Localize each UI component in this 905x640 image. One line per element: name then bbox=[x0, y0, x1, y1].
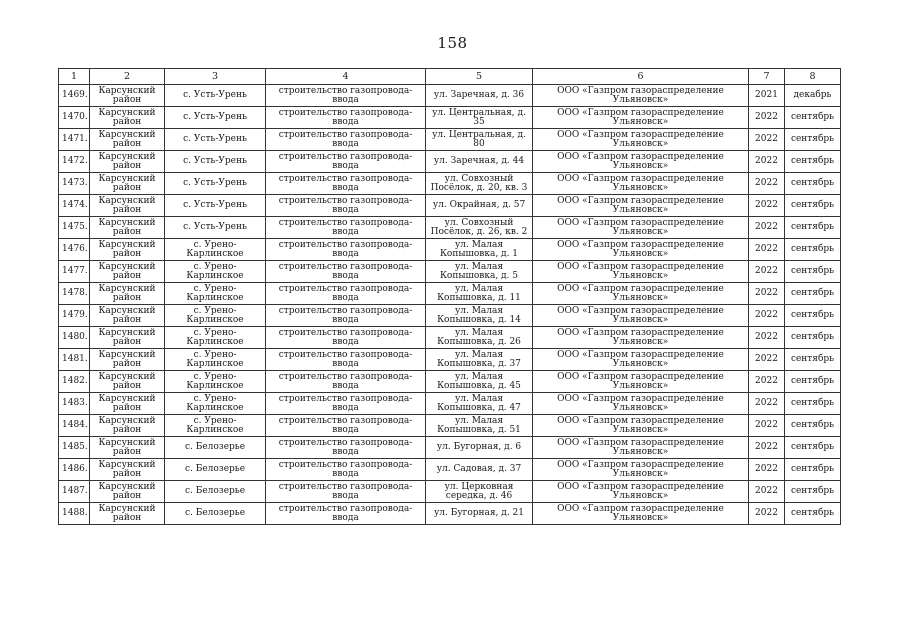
cell-contractor: ООО «Газпром газораспределение Ульяновск» bbox=[533, 195, 749, 217]
cell-work-type: строительство газопровода-ввода bbox=[266, 239, 426, 261]
cell-settlement: с. Усть-Урень bbox=[165, 85, 266, 107]
cell-month: сентябрь bbox=[785, 327, 841, 349]
cell-contractor: ООО «Газпром газораспределение Ульяновск» bbox=[533, 239, 749, 261]
cell-district: Карсунский район bbox=[90, 503, 165, 525]
table-row bbox=[59, 239, 841, 261]
column-header-settlement: 3 bbox=[165, 69, 266, 85]
cell-district: Карсунский район bbox=[90, 261, 165, 283]
cell-district: Карсунский район bbox=[90, 393, 165, 415]
cell-settlement: с. Урено-Карлинское bbox=[165, 415, 266, 437]
cell-address: ул. Малая Копышовка, д. 37 bbox=[426, 349, 533, 371]
cell-settlement: с. Усть-Урень bbox=[165, 217, 266, 239]
cell-contractor: ООО «Газпром газораспределение Ульяновск» bbox=[533, 327, 749, 349]
cell-address: ул. Малая Копышовка, д. 1 bbox=[426, 239, 533, 261]
cell-contractor: ООО «Газпром газораспределение Ульяновск» bbox=[533, 349, 749, 371]
cell-settlement: с. Урено-Карлинское bbox=[165, 283, 266, 305]
table-row bbox=[59, 283, 841, 305]
cell-contractor: ООО «Газпром газораспределение Ульяновск» bbox=[533, 371, 749, 393]
cell-year: 2022 bbox=[749, 371, 785, 393]
cell-month: сентябрь bbox=[785, 217, 841, 239]
table-row bbox=[59, 129, 841, 151]
cell-settlement: с. Усть-Урень bbox=[165, 129, 266, 151]
cell-year: 2022 bbox=[749, 481, 785, 503]
cell-contractor: ООО «Газпром газораспределение Ульяновск» bbox=[533, 393, 749, 415]
cell-work-type: строительство газопровода-ввода bbox=[266, 85, 426, 107]
cell-row-number: 1479. bbox=[59, 305, 90, 327]
cell-contractor: ООО «Газпром газораспределение Ульяновск» bbox=[533, 283, 749, 305]
cell-district: Карсунский район bbox=[90, 151, 165, 173]
cell-year: 2022 bbox=[749, 173, 785, 195]
cell-row-number: 1484. bbox=[59, 415, 90, 437]
cell-work-type: строительство газопровода-ввода bbox=[266, 481, 426, 503]
cell-year: 2022 bbox=[749, 261, 785, 283]
cell-contractor: ООО «Газпром газораспределение Ульяновск» bbox=[533, 459, 749, 481]
cell-district: Карсунский район bbox=[90, 239, 165, 261]
cell-work-type: строительство газопровода-ввода bbox=[266, 173, 426, 195]
cell-year: 2022 bbox=[749, 217, 785, 239]
cell-district: Карсунский район bbox=[90, 481, 165, 503]
cell-row-number: 1473. bbox=[59, 173, 90, 195]
cell-month: сентябрь bbox=[785, 305, 841, 327]
cell-row-number: 1483. bbox=[59, 393, 90, 415]
cell-year: 2022 bbox=[749, 327, 785, 349]
cell-row-number: 1474. bbox=[59, 195, 90, 217]
cell-work-type: строительство газопровода-ввода bbox=[266, 437, 426, 459]
cell-address: ул. Церковная середка, д. 46 bbox=[426, 481, 533, 503]
cell-contractor: ООО «Газпром газораспределение Ульяновск» bbox=[533, 503, 749, 525]
cell-work-type: строительство газопровода-ввода bbox=[266, 415, 426, 437]
cell-address: ул. Заречная, д. 44 bbox=[426, 151, 533, 173]
cell-month: сентябрь bbox=[785, 415, 841, 437]
cell-work-type: строительство газопровода-ввода bbox=[266, 217, 426, 239]
table-row bbox=[59, 327, 841, 349]
table-row bbox=[59, 85, 841, 107]
cell-address: ул. Малая Копышовка, д. 5 bbox=[426, 261, 533, 283]
cell-settlement: с. Белозерье bbox=[165, 503, 266, 525]
cell-address: ул. Окрайная, д. 57 bbox=[426, 195, 533, 217]
cell-row-number: 1488. bbox=[59, 503, 90, 525]
column-header-work-type: 4 bbox=[266, 69, 426, 85]
table-row bbox=[59, 261, 841, 283]
cell-year: 2022 bbox=[749, 195, 785, 217]
table-row bbox=[59, 107, 841, 129]
cell-work-type: строительство газопровода-ввода bbox=[266, 349, 426, 371]
cell-year: 2022 bbox=[749, 283, 785, 305]
cell-work-type: строительство газопровода-ввода bbox=[266, 261, 426, 283]
cell-year: 2022 bbox=[749, 151, 785, 173]
cell-settlement: с. Урено-Карлинское bbox=[165, 239, 266, 261]
column-header-month: 8 bbox=[785, 69, 841, 85]
cell-year: 2022 bbox=[749, 349, 785, 371]
table-row bbox=[59, 503, 841, 525]
cell-row-number: 1470. bbox=[59, 107, 90, 129]
cell-row-number: 1471. bbox=[59, 129, 90, 151]
cell-contractor: ООО «Газпром газораспределение Ульяновск» bbox=[533, 437, 749, 459]
cell-month: сентябрь bbox=[785, 481, 841, 503]
cell-settlement: с. Усть-Урень bbox=[165, 195, 266, 217]
cell-month: сентябрь bbox=[785, 239, 841, 261]
table-row bbox=[59, 371, 841, 393]
cell-month: сентябрь bbox=[785, 503, 841, 525]
cell-district: Карсунский район bbox=[90, 327, 165, 349]
cell-settlement: с. Урено-Карлинское bbox=[165, 261, 266, 283]
cell-district: Карсунский район bbox=[90, 195, 165, 217]
cell-settlement: с. Урено-Карлинское bbox=[165, 305, 266, 327]
cell-settlement: с. Белозерье bbox=[165, 459, 266, 481]
cell-month: сентябрь bbox=[785, 393, 841, 415]
cell-district: Карсунский район bbox=[90, 283, 165, 305]
cell-district: Карсунский район bbox=[90, 107, 165, 129]
cell-row-number: 1475. bbox=[59, 217, 90, 239]
cell-year: 2022 bbox=[749, 305, 785, 327]
cell-address: ул. Центральная, д. 35 bbox=[426, 107, 533, 129]
cell-district: Карсунский район bbox=[90, 349, 165, 371]
cell-address: ул. Садовая, д. 37 bbox=[426, 459, 533, 481]
table-row bbox=[59, 151, 841, 173]
column-header-row-number: 1 bbox=[59, 69, 90, 85]
cell-work-type: строительство газопровода-ввода bbox=[266, 393, 426, 415]
cell-row-number: 1485. bbox=[59, 437, 90, 459]
cell-month: сентябрь bbox=[785, 459, 841, 481]
cell-settlement: с. Усть-Урень bbox=[165, 151, 266, 173]
cell-month: сентябрь bbox=[785, 261, 841, 283]
cell-district: Карсунский район bbox=[90, 415, 165, 437]
cell-address: ул. Совхозный Посёлок, д. 20, кв. 3 bbox=[426, 173, 533, 195]
cell-address: ул. Бугорная, д. 6 bbox=[426, 437, 533, 459]
cell-address: ул. Центральная, д. 80 bbox=[426, 129, 533, 151]
cell-row-number: 1480. bbox=[59, 327, 90, 349]
cell-row-number: 1476. bbox=[59, 239, 90, 261]
cell-year: 2022 bbox=[749, 239, 785, 261]
cell-address: ул. Малая Копышовка, д. 14 bbox=[426, 305, 533, 327]
table-row bbox=[59, 305, 841, 327]
cell-row-number: 1469. bbox=[59, 85, 90, 107]
page-number: 158 bbox=[437, 34, 468, 52]
column-header-district: 2 bbox=[90, 69, 165, 85]
cell-district: Карсунский район bbox=[90, 437, 165, 459]
cell-contractor: ООО «Газпром газораспределение Ульяновск» bbox=[533, 261, 749, 283]
cell-year: 2022 bbox=[749, 415, 785, 437]
cell-row-number: 1487. bbox=[59, 481, 90, 503]
cell-address: ул. Малая Копышовка, д. 47 bbox=[426, 393, 533, 415]
table-row bbox=[59, 173, 841, 195]
cell-month: сентябрь bbox=[785, 349, 841, 371]
cell-year: 2021 bbox=[749, 85, 785, 107]
cell-settlement: с. Усть-Урень bbox=[165, 173, 266, 195]
table-row bbox=[59, 437, 841, 459]
cell-row-number: 1478. bbox=[59, 283, 90, 305]
cell-month: сентябрь bbox=[785, 107, 841, 129]
cell-settlement: с. Урено-Карлинское bbox=[165, 349, 266, 371]
cell-contractor: ООО «Газпром газораспределение Ульяновск» bbox=[533, 305, 749, 327]
cell-address: ул. Совхозный Посёлок, д. 26, кв. 2 bbox=[426, 217, 533, 239]
cell-work-type: строительство газопровода-ввода bbox=[266, 459, 426, 481]
cell-year: 2022 bbox=[749, 503, 785, 525]
cell-settlement: с. Урено-Карлинское bbox=[165, 371, 266, 393]
table-header-row bbox=[59, 69, 841, 85]
cell-contractor: ООО «Газпром газораспределение Ульяновск» bbox=[533, 415, 749, 437]
cell-year: 2022 bbox=[749, 393, 785, 415]
cell-work-type: строительство газопровода-ввода bbox=[266, 129, 426, 151]
cell-work-type: строительство газопровода-ввода bbox=[266, 283, 426, 305]
table-row bbox=[59, 481, 841, 503]
table-row bbox=[59, 393, 841, 415]
column-header-contractor: 6 bbox=[533, 69, 749, 85]
cell-settlement: с. Усть-Урень bbox=[165, 107, 266, 129]
cell-month: сентябрь bbox=[785, 151, 841, 173]
cell-address: ул. Малая Копышовка, д. 45 bbox=[426, 371, 533, 393]
cell-settlement: с. Урено-Карлинское bbox=[165, 393, 266, 415]
cell-year: 2022 bbox=[749, 437, 785, 459]
cell-contractor: ООО «Газпром газораспределение Ульяновск» bbox=[533, 85, 749, 107]
gas-connection-table bbox=[58, 68, 841, 525]
cell-work-type: строительство газопровода-ввода bbox=[266, 305, 426, 327]
cell-month: сентябрь bbox=[785, 173, 841, 195]
cell-work-type: строительство газопровода-ввода bbox=[266, 151, 426, 173]
cell-month: сентябрь bbox=[785, 129, 841, 151]
cell-row-number: 1477. bbox=[59, 261, 90, 283]
cell-work-type: строительство газопровода-ввода bbox=[266, 503, 426, 525]
cell-work-type: строительство газопровода-ввода bbox=[266, 107, 426, 129]
cell-settlement: с. Урено-Карлинское bbox=[165, 327, 266, 349]
column-header-address: 5 bbox=[426, 69, 533, 85]
table-row bbox=[59, 415, 841, 437]
cell-settlement: с. Белозерье bbox=[165, 481, 266, 503]
cell-row-number: 1486. bbox=[59, 459, 90, 481]
column-header-year: 7 bbox=[749, 69, 785, 85]
cell-year: 2022 bbox=[749, 129, 785, 151]
cell-district: Карсунский район bbox=[90, 217, 165, 239]
cell-contractor: ООО «Газпром газораспределение Ульяновск» bbox=[533, 129, 749, 151]
cell-work-type: строительство газопровода-ввода bbox=[266, 195, 426, 217]
cell-address: ул. Малая Копышовка, д. 51 bbox=[426, 415, 533, 437]
cell-contractor: ООО «Газпром газораспределение Ульяновск» bbox=[533, 481, 749, 503]
cell-district: Карсунский район bbox=[90, 85, 165, 107]
table-row bbox=[59, 195, 841, 217]
cell-district: Карсунский район bbox=[90, 129, 165, 151]
cell-address: ул. Заречная, д. 36 bbox=[426, 85, 533, 107]
cell-row-number: 1481. bbox=[59, 349, 90, 371]
cell-contractor: ООО «Газпром газораспределение Ульяновск» bbox=[533, 151, 749, 173]
cell-work-type: строительство газопровода-ввода bbox=[266, 371, 426, 393]
cell-district: Карсунский район bbox=[90, 305, 165, 327]
table-row bbox=[59, 349, 841, 371]
cell-contractor: ООО «Газпром газораспределение Ульяновск» bbox=[533, 217, 749, 239]
cell-month: сентябрь bbox=[785, 371, 841, 393]
cell-month: сентябрь bbox=[785, 195, 841, 217]
cell-address: ул. Малая Копышовка, д. 11 bbox=[426, 283, 533, 305]
cell-contractor: ООО «Газпром газораспределение Ульяновск» bbox=[533, 173, 749, 195]
cell-address: ул. Малая Копышовка, д. 26 bbox=[426, 327, 533, 349]
cell-month: сентябрь bbox=[785, 437, 841, 459]
cell-month: сентябрь bbox=[785, 283, 841, 305]
cell-district: Карсунский район bbox=[90, 459, 165, 481]
cell-month: декабрь bbox=[785, 85, 841, 107]
cell-work-type: строительство газопровода-ввода bbox=[266, 327, 426, 349]
cell-row-number: 1472. bbox=[59, 151, 90, 173]
cell-district: Карсунский район bbox=[90, 173, 165, 195]
cell-settlement: с. Белозерье bbox=[165, 437, 266, 459]
cell-district: Карсунский район bbox=[90, 371, 165, 393]
cell-year: 2022 bbox=[749, 459, 785, 481]
cell-row-number: 1482. bbox=[59, 371, 90, 393]
cell-contractor: ООО «Газпром газораспределение Ульяновск» bbox=[533, 107, 749, 129]
table-row bbox=[59, 217, 841, 239]
cell-year: 2022 bbox=[749, 107, 785, 129]
table-row bbox=[59, 459, 841, 481]
cell-address: ул. Бугорная, д. 21 bbox=[426, 503, 533, 525]
